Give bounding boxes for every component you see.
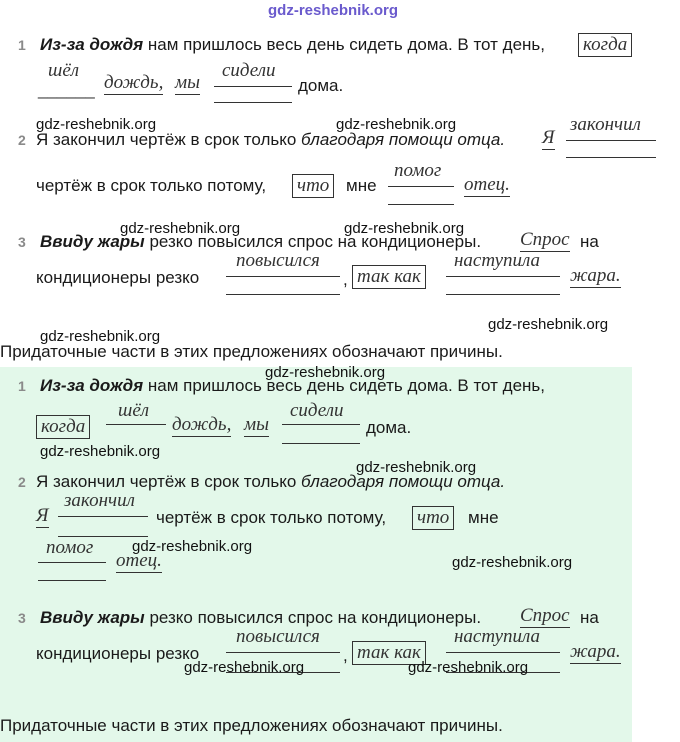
watermark: gdz-reshebnik.org	[268, 2, 399, 19]
predicate-word: повысился	[236, 250, 320, 271]
predicate-underline	[446, 294, 560, 295]
subject-word: шёл	[48, 60, 80, 81]
subject-word: жара.	[570, 265, 621, 286]
comma: ,	[343, 646, 348, 665]
watermark: gdz-reshebnik.org	[488, 316, 609, 333]
underline-dash: ______	[38, 80, 95, 99]
subject-word: мы	[175, 72, 200, 93]
predicate-underline	[106, 424, 166, 425]
sentence-text: Я закончил чертёж в срок только	[36, 472, 297, 491]
sentence-3-line-2: кондиционеры резко	[36, 268, 200, 287]
watermark: gdz-reshebnik.org	[40, 328, 161, 345]
subject-word: Я	[36, 505, 49, 526]
subject-word: Я	[542, 127, 555, 148]
sentence-2-line-1	[36, 472, 505, 492]
subject-word: дождь,	[172, 414, 232, 435]
sentence-2-line-2: чертёж в срок только потому,	[36, 176, 267, 195]
sentence-1-line-1	[40, 376, 545, 396]
item-number: 3	[18, 610, 26, 626]
sentence-3-line-2: кондиционеры резко	[36, 644, 200, 663]
conjunction-box: так как	[352, 641, 426, 665]
sentence-3-line-1	[40, 232, 481, 252]
watermark: gdz-reshebnik.org	[120, 220, 241, 237]
conjunction-box: так как	[352, 265, 426, 289]
predicate-underline	[226, 294, 340, 295]
predicate-underline	[446, 276, 560, 277]
sentence-2-line-1	[36, 130, 505, 150]
comma: ,	[343, 270, 348, 289]
reason-phrase: Из-за дождя	[40, 376, 144, 395]
predicate-underline	[38, 580, 106, 581]
conclusion-text: Придаточные части в этих предложениях обозначают причины.	[0, 342, 503, 361]
watermark: gdz-reshebnik.org	[408, 659, 529, 676]
predicate-word: закончил	[570, 114, 641, 135]
watermark: gdz-reshebnik.org	[184, 659, 305, 676]
subject-word: шёл	[118, 400, 150, 421]
subject-word: дождь,	[104, 72, 164, 93]
watermark: gdz-reshebnik.org	[132, 538, 253, 555]
subject-word: Спрос	[520, 605, 570, 626]
watermark: gdz-reshebnik.org	[344, 220, 465, 237]
subject-word: жара.	[570, 641, 621, 662]
predicate-underline	[388, 204, 454, 205]
sentence-2-line-2: чертёж в срок только потому,	[156, 508, 387, 527]
predicate-word: помог	[46, 537, 94, 558]
sentence-end: дома.	[366, 418, 412, 437]
predicate-underline	[388, 186, 454, 187]
reason-phrase: Ввиду жары	[40, 608, 145, 627]
predicate-underline	[226, 276, 340, 277]
predicate-underline	[282, 443, 360, 444]
subject-word: Спрос	[520, 229, 570, 250]
predicate-underline	[446, 652, 560, 653]
watermark: gdz-reshebnik.org	[40, 443, 161, 460]
conclusion-text: Придаточные части в этих предложениях обозначают причины.	[0, 716, 503, 735]
subject-word: мы	[244, 414, 269, 435]
sentence-text: резко повысился спрос на кондиционеры.	[149, 232, 482, 251]
sentence-end: дома.	[298, 76, 344, 95]
subject-word: отец.	[116, 550, 162, 571]
conjunction-box: что	[412, 506, 454, 530]
sentence-text: нам пришлось весь день сидеть дома. В тот день,	[147, 376, 545, 395]
watermark: gdz-reshebnik.org	[336, 116, 457, 133]
conjunction-box: что	[292, 174, 334, 198]
watermark: gdz-reshebnik.org	[452, 554, 573, 571]
predicate-word: помог	[394, 160, 442, 181]
item-number: 2	[18, 132, 26, 148]
sentence-text: нам пришлось весь день сидеть дома. В тот день,	[147, 35, 545, 54]
watermark: gdz-reshebnik.org	[356, 459, 477, 476]
sentence-text: Я закончил чертёж в срок только	[36, 130, 297, 149]
predicate-word: сидели	[290, 400, 344, 421]
sentence-text: мне	[346, 176, 377, 195]
item-number: 1	[18, 378, 26, 394]
predicate-word: наступила	[454, 626, 541, 647]
sentence-text: на	[580, 608, 599, 627]
conjunction-box: когда	[36, 415, 90, 439]
predicate-word: наступила	[454, 250, 541, 271]
item-number: 3	[18, 234, 26, 250]
sentence-3-line-1	[40, 608, 481, 628]
watermark: gdz-reshebnik.org	[36, 116, 157, 133]
predicate-underline	[566, 157, 656, 158]
predicate-underline	[226, 652, 340, 653]
predicate-word: закончил	[64, 490, 135, 511]
predicate-word: повысился	[236, 626, 320, 647]
predicate-underline	[58, 516, 148, 517]
predicate-underline	[282, 424, 360, 425]
sentence-1-line-1	[40, 35, 545, 55]
predicate-word: сидели	[222, 60, 276, 81]
subject-word: отец.	[464, 174, 510, 195]
item-number: 1	[18, 37, 26, 53]
reason-phrase: благодаря помощи отца.	[301, 472, 506, 491]
item-number: 2	[18, 474, 26, 490]
predicate-underline	[214, 102, 292, 103]
sentence-text: мне	[468, 508, 499, 527]
sentence-text: на	[580, 232, 599, 251]
sentence-text: резко повысился спрос на кондиционеры.	[149, 608, 482, 627]
reason-phrase: Из-за дождя	[40, 35, 144, 54]
predicate-underline	[38, 562, 106, 563]
predicate-underline	[566, 140, 656, 141]
predicate-underline	[214, 86, 292, 87]
watermark: gdz-reshebnik.org	[265, 364, 386, 381]
reason-phrase: Ввиду жары	[40, 232, 145, 251]
conjunction-box: когда	[578, 33, 632, 57]
reason-phrase: благодаря помощи отца.	[301, 130, 506, 149]
